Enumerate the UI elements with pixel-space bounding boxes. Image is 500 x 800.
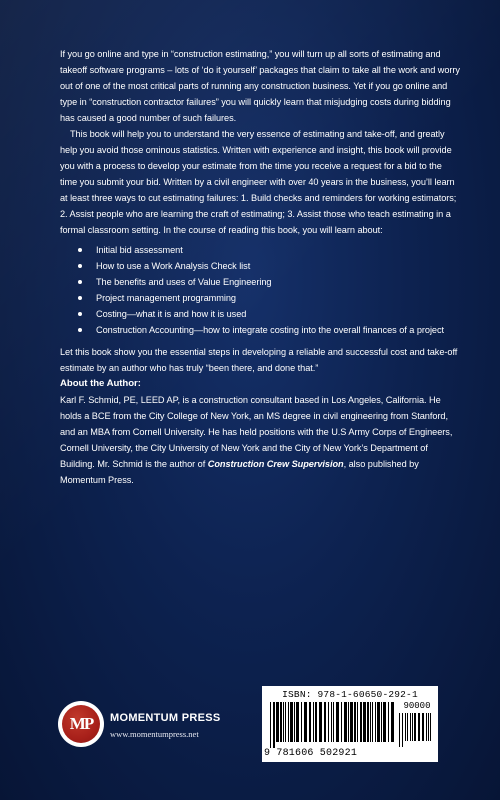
bullet-icon [78,280,82,284]
publisher-name: MOMENTUM PRESS [110,712,221,724]
addon-bars-icon [398,713,434,747]
publisher-logo [60,703,102,745]
bullet-icon [78,248,82,252]
bullet-icon [78,312,82,316]
bullet-icon [78,296,82,300]
price-addon: 90000 [403,701,431,711]
barcode-bars-icon [268,702,396,748]
bullet-icon [78,264,82,268]
description-paragraph-2: This book will help you to understand the very essence of estimating and take-off, and greatly help you avoid those ominous statistics. Written with experience and insight, this book will provide you with a process to develop your estimate from the time you receive a request for a bid to the time you submit your bid. Written by a civil engineer with over 40 years in the business, you’ll learn at least three ways to cut estimating failures: 1. Build checks and reminders for working estimators; 2. Assist people who are learning the craft of estimating; 3. Assist those who teach estimating in a formal classroom setting. In the course of reading this book, you will learn about: [60,129,457,235]
publisher-website: www.momentumpress.net [110,729,199,739]
bullet-icon [78,328,82,332]
about-author-text: Karl F. Schmid, PE, LEED AP, is a construction consultant based in Los Angeles, California. He holds a BCE from the City College of New York, an MS degree in civil engineering from Stanford, and an MBA from Cornell University. He has held positions with the U.S Army Corps of Engineers, Cornell University, the City University of New York and the City of New York’s Department of Building. Mr. Schmid is the author of Construction Crew Supervision, also published by Momentum Press. [60,395,453,485]
description-block [60,46,460,488]
mp-logo-icon: MP [62,705,100,743]
barcode-digits: 9 781606 502921 [264,748,358,759]
list-item: Initial bid assessment [78,242,460,258]
topics-list [60,242,460,338]
isbn-label: ISBN: 978-1-60650-292-1 [282,689,418,700]
list-item: How to use a Work Analysis Check list [78,258,460,274]
description-paragraph-1: If you go online and type in “construction estimating,” you will turn up all sorts of estimating and takeoff software programs – lots of ‘do it yourself’ packages that claim to take all the work and worry out of one of the most critical parts of running any construction business. Yet if you go online and type in “construction contractor failures” you will quickly learn that misjudging costs during bidding has caused a good number of such failures. [60,49,460,123]
list-item: Project management programming [78,290,460,306]
list-item: Costing—what it is and how it is used [78,306,460,322]
list-item: Construction Accounting—how to integrate costing into the overall finances of a project [78,322,460,338]
description-paragraph-3: Let this book show you the essential steps in developing a reliable and successful cost and take-off estimate by an author who has truly “been there, and done that.” [60,347,458,373]
other-book-title: Construction Crew Supervision [207,459,344,469]
about-author-heading: About the Author: [60,378,141,389]
list-item: The benefits and uses of Value Engineering [78,274,460,290]
isbn-barcode [262,686,438,762]
